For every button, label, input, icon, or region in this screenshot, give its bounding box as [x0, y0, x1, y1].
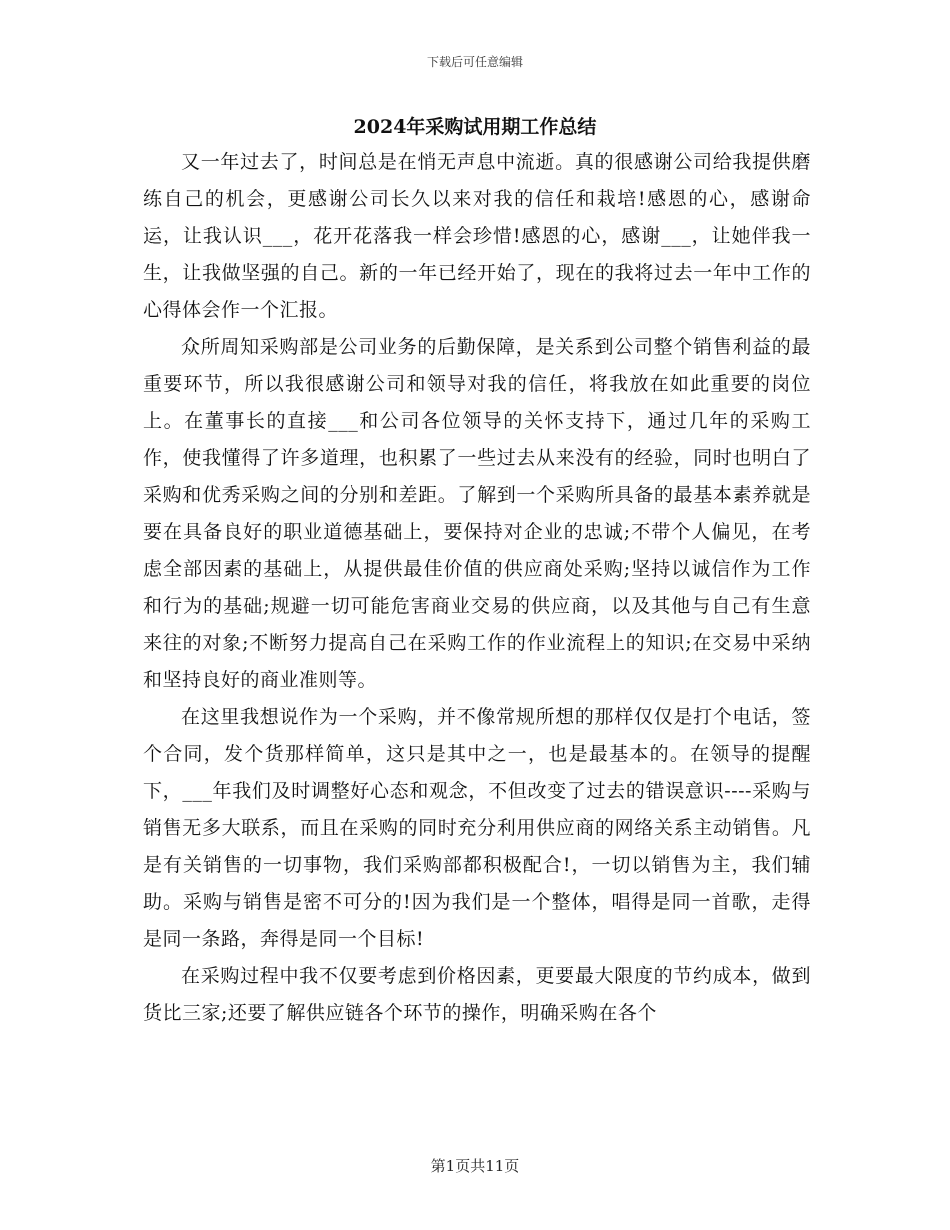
- page-number: 第1页共11页: [430, 1157, 520, 1175]
- paragraph-1: 又一年过去了，时间总是在悄无声息中流逝。真的很感谢公司给我提供磨练自己的机会，更感谢公司长久以来对我的信任和栽培!感恩的心，感谢命运，让我认识___，花开花落我一样会珍惜!感恩的心，感谢___，让她伴我一生，让我做坚强的自己。新的一年已经开始了，现在的我将过去一年中工作的心得体会作一个汇报。: [143, 151, 811, 321]
- header-note: 下载后可任意编辑: [426, 55, 523, 69]
- document-title: 2024年采购试用期工作总结: [353, 116, 597, 138]
- paragraph-3: 在这里我想说作为一个采购，并不像常规所想的那样仅仅是打个电话，签个合同，发个货那样简单，这只是其中之一，也是最基本的。在领导的提醒下，___年我们及时调整好心态和观念，不但改变了过去的错误意识----采购与销售无多大联系，而且在采购的同时充分利用供应商的网络关系主动销售。凡是有关销售的一切事物，我们采购部都积极配合!，一切以销售为主，我们辅助。采购与销售是密不可分的!因为我们是一个整体，唱得是同一首歌，走得是同一条路，奔得是同一个目标!: [143, 706, 811, 950]
- paragraph-4: 在采购过程中我不仅要考虑到价格因素，更要最大限度的节约成本，做到货比三家;还要了解供应链各个环节的操作，明确采购在各个: [143, 965, 811, 1024]
- paragraph-2: 众所周知采购部是公司业务的后勤保障，是关系到公司整个销售利益的最重要环节，所以我很感谢公司和领导对我的信任，将我放在如此重要的岗位上。在董事长的直接___和公司各位领导的关怀支持下，通过几年的采购工作，使我懂得了许多道理，也积累了一些过去从来没有的经验，同时也明白了采购和优秀采购之间的分别和差距。了解到一个采购所具备的最基本素养就是要在具备良好的职业道德基础上，要保持对企业的忠诚;不带个人偏见，在考虑全部因素的基础上，从提供最佳价值的供应商处采购;坚持以诚信作为工作和行为的基础;规避一切可能危害商业交易的供应商，以及其他与自己有生意来往的对象;不断努力提高自己在采购工作的作业流程上的知识;在交易中采纳和坚持良好的商业准则等。: [143, 336, 811, 691]
- document-body: [143, 144, 811, 1032]
